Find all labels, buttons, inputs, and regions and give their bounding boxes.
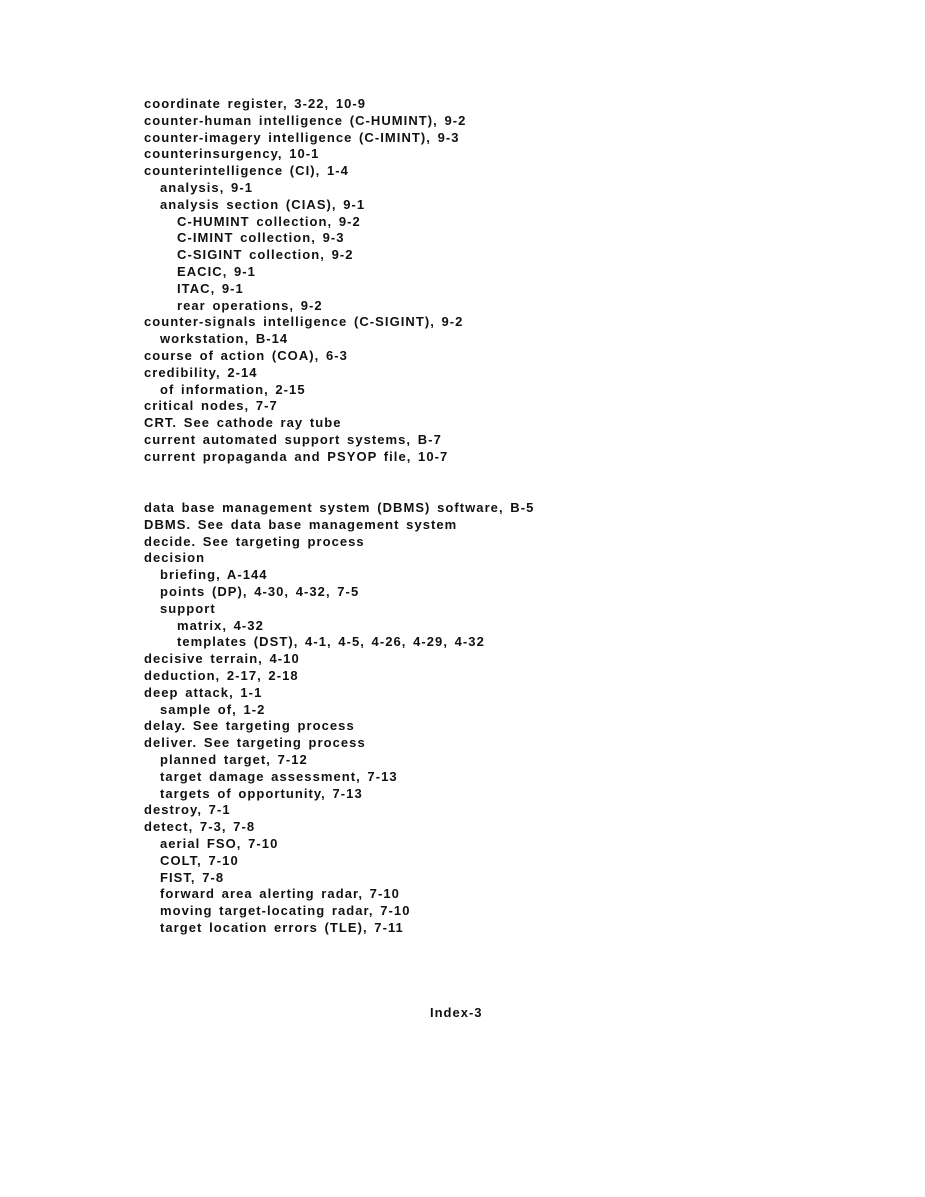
index-entry: counter-signals intelligence (C-SIGINT), 9-2 bbox=[144, 314, 464, 330]
index-entry: support bbox=[160, 600, 216, 616]
index-entry: rear operations, 9-2 bbox=[177, 297, 323, 313]
index-entry: C-SIGINT collection, 9-2 bbox=[177, 247, 354, 263]
index-section-c bbox=[144, 96, 844, 466]
index-entry: counterinsurgency, 10-1 bbox=[144, 146, 320, 162]
index-entry: course of action (COA), 6-3 bbox=[144, 347, 348, 363]
index-entry: deliver. See targeting process bbox=[144, 735, 366, 751]
index-entry: aerial FSO, 7-10 bbox=[160, 835, 279, 851]
index-entry: sample of, 1-2 bbox=[160, 701, 266, 717]
index-entry: of information, 2-15 bbox=[160, 381, 306, 397]
index-entry: counterintelligence (CI), 1-4 bbox=[144, 163, 349, 179]
page-number: Index-3 bbox=[430, 1005, 483, 1020]
index-entry: briefing, A-144 bbox=[160, 567, 268, 583]
index-entry: forward area alerting radar, 7-10 bbox=[160, 886, 400, 902]
index-entry: matrix, 4-32 bbox=[177, 617, 264, 633]
index-entry: targets of opportunity, 7-13 bbox=[160, 785, 363, 801]
index-entry: moving target-locating radar, 7-10 bbox=[160, 903, 411, 919]
index-entry: counter-imagery intelligence (C-IMINT), 9-3 bbox=[144, 129, 460, 145]
index-entry: critical nodes, 7-7 bbox=[144, 398, 278, 414]
index-entry: detect, 7-3, 7-8 bbox=[144, 819, 256, 835]
index-entry: planned target, 7-12 bbox=[160, 751, 308, 767]
index-entry: decide. See targeting process bbox=[144, 533, 365, 549]
index-entry: C-HUMINT collection, 9-2 bbox=[177, 213, 361, 229]
index-entry: target location errors (TLE), 7-11 bbox=[160, 919, 404, 935]
index-entry: points (DP), 4-30, 4-32, 7-5 bbox=[160, 583, 360, 599]
index-entry: destroy, 7-1 bbox=[144, 802, 231, 818]
index-entry: CRT. See cathode ray tube bbox=[144, 415, 342, 431]
index-entry: data base management system (DBMS) software, B-5 bbox=[144, 500, 535, 515]
index-entry: C-IMINT collection, 9-3 bbox=[177, 230, 345, 246]
index-entry: coordinate register, 3-22, 10-9 bbox=[144, 96, 367, 111]
index-entry: decisive terrain, 4-10 bbox=[144, 651, 300, 667]
index-entry: credibility, 2-14 bbox=[144, 364, 258, 380]
index-entry: decision bbox=[144, 550, 206, 566]
index-entry: counter-human intelligence (C-HUMINT), 9-2 bbox=[144, 112, 467, 128]
index-entry: analysis, 9-1 bbox=[160, 179, 253, 195]
index-entry: COLT, 7-10 bbox=[160, 852, 239, 868]
index-entry: delay. See targeting process bbox=[144, 718, 355, 734]
index-section-d bbox=[144, 500, 844, 937]
index-entry: analysis section (CIAS), 9-1 bbox=[160, 196, 366, 212]
index-entry: ITAC, 9-1 bbox=[177, 280, 244, 296]
index-entry: workstation, B-14 bbox=[160, 331, 289, 347]
index-entry: templates (DST), 4-1, 4-5, 4-26, 4-29, 4-32 bbox=[177, 634, 485, 650]
index-entry: EACIC, 9-1 bbox=[177, 263, 256, 279]
index-entry: FIST, 7-8 bbox=[160, 869, 225, 885]
index-entry: current automated support systems, B-7 bbox=[144, 431, 442, 447]
index-entry: deep attack, 1-1 bbox=[144, 684, 263, 700]
index-entry: DBMS. See data base management system bbox=[144, 516, 458, 532]
index-entry: current propaganda and PSYOP file, 10-7 bbox=[144, 448, 449, 464]
index-entry: target damage assessment, 7-13 bbox=[160, 768, 398, 784]
index-entry: deduction, 2-17, 2-18 bbox=[144, 667, 299, 683]
